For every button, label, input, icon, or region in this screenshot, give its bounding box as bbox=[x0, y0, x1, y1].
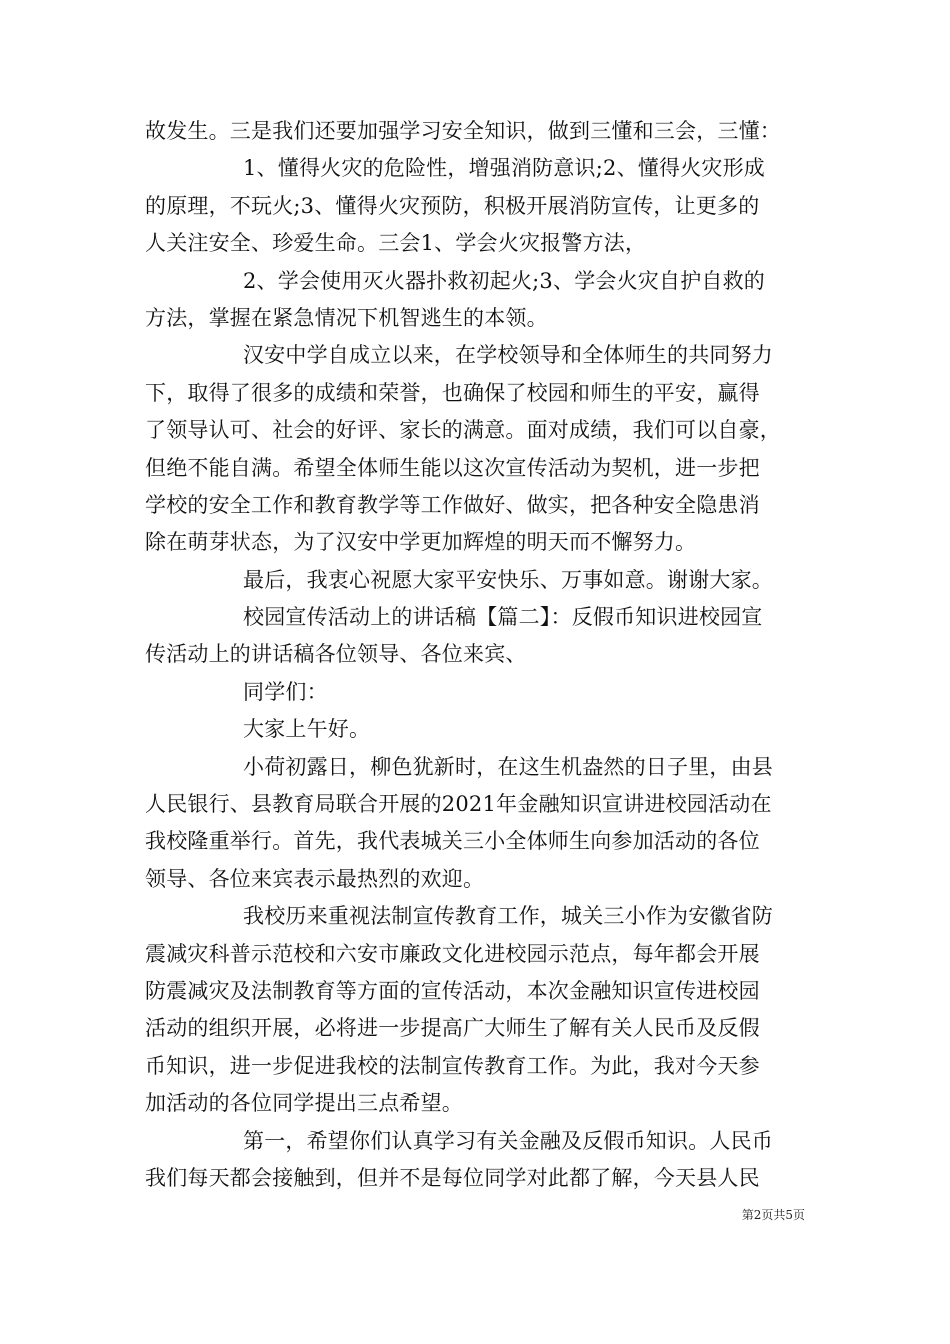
text-line: 加活动的各位同学提出三点希望。 bbox=[145, 1091, 463, 1116]
text-line: 领导、各位来宾表示最热烈的欢迎。 bbox=[145, 866, 485, 891]
text-line: 2、学会使用灭火器扑救初起火;3、学会火灾自护自救的 bbox=[243, 268, 765, 293]
text-line: 方法，掌握在紧急情况下机智逃生的本领。 bbox=[145, 305, 548, 330]
text-line: 下，取得了很多的成绩和荣誉，也确保了校园和师生的平安，赢得 bbox=[145, 380, 760, 405]
text-line: 活动的组织开展，必将进一步提高广大师生了解有关人民币及反假 bbox=[145, 1016, 760, 1041]
text-line: 小荷初露日，柳色犹新时，在这生机盎然的日子里，由县 bbox=[243, 754, 773, 779]
text-line: 的原理，不玩火;3、懂得火灾预防，积极开展消防宣传，让更多的 bbox=[145, 193, 760, 218]
text-line: 同学们： bbox=[243, 679, 328, 704]
text-line: 了领导认可、社会的好评、家长的满意。面对成绩，我们可以自豪， bbox=[145, 418, 781, 443]
text-line: 汉安中学自成立以来，在学校领导和全体师生的共同努力 bbox=[243, 343, 773, 368]
text-line: 除在萌芽状态，为了汉安中学更加辉煌的明天而不懈努力。 bbox=[145, 530, 697, 555]
text-line: 第一，希望你们认真学习有关金融及反假币知识。人民币 bbox=[243, 1128, 773, 1153]
text-line: 校园宣传活动上的讲话稿【篇二】：反假币知识进校园宣 bbox=[243, 605, 763, 630]
document-body bbox=[145, 113, 825, 1197]
text-line: 我校隆重举行。首先，我代表城关三小全体师生向参加活动的各位 bbox=[145, 829, 760, 854]
text-line: 我校历来重视法制宣传教育工作，城关三小作为安徽省防 bbox=[243, 904, 773, 929]
text-line: 故发生。三是我们还要加强学习安全知识，做到三懂和三会，三懂： bbox=[145, 119, 781, 143]
page-number: 第2页共5页 bbox=[741, 1208, 805, 1222]
text-line: 传活动上的讲话稿各位领导、各位来宾、 bbox=[145, 642, 527, 667]
text-line: 币知识，进一步促进我校的法制宣传教育工作。为此，我对今天参 bbox=[145, 1053, 760, 1078]
text-line: 大家上午好。 bbox=[243, 717, 371, 742]
text-line: 人民银行、县教育局联合开展的2021年金融知识宣讲进校园活动在 bbox=[145, 792, 772, 817]
text-line: 防震减灾及法制教育等方面的宣传活动，本次金融知识宣传进校园 bbox=[145, 978, 760, 1003]
text-line: 学校的安全工作和教育教学等工作做好、做实，把各种安全隐患消 bbox=[145, 492, 760, 517]
text-line: 我们每天都会接触到，但并不是每位同学对此都了解，今天县人民 bbox=[145, 1165, 760, 1190]
text-line: 人关注安全、珍爱生命。三会1、学会火灾报警方法， bbox=[145, 231, 647, 256]
text-line: 震减灾科普示范校和六安市廉政文化进校园示范点，每年都会开展 bbox=[145, 941, 760, 966]
text-line: 最后，我衷心祝愿大家平安快乐、万事如意。谢谢大家。 bbox=[243, 567, 773, 592]
text-line: 但绝不能自满。希望全体师生能以这次宣传活动为契机，进一步把 bbox=[145, 455, 760, 480]
text-line: 1、懂得火灾的危险性，增强消防意识;2、懂得火灾形成 bbox=[243, 156, 765, 181]
